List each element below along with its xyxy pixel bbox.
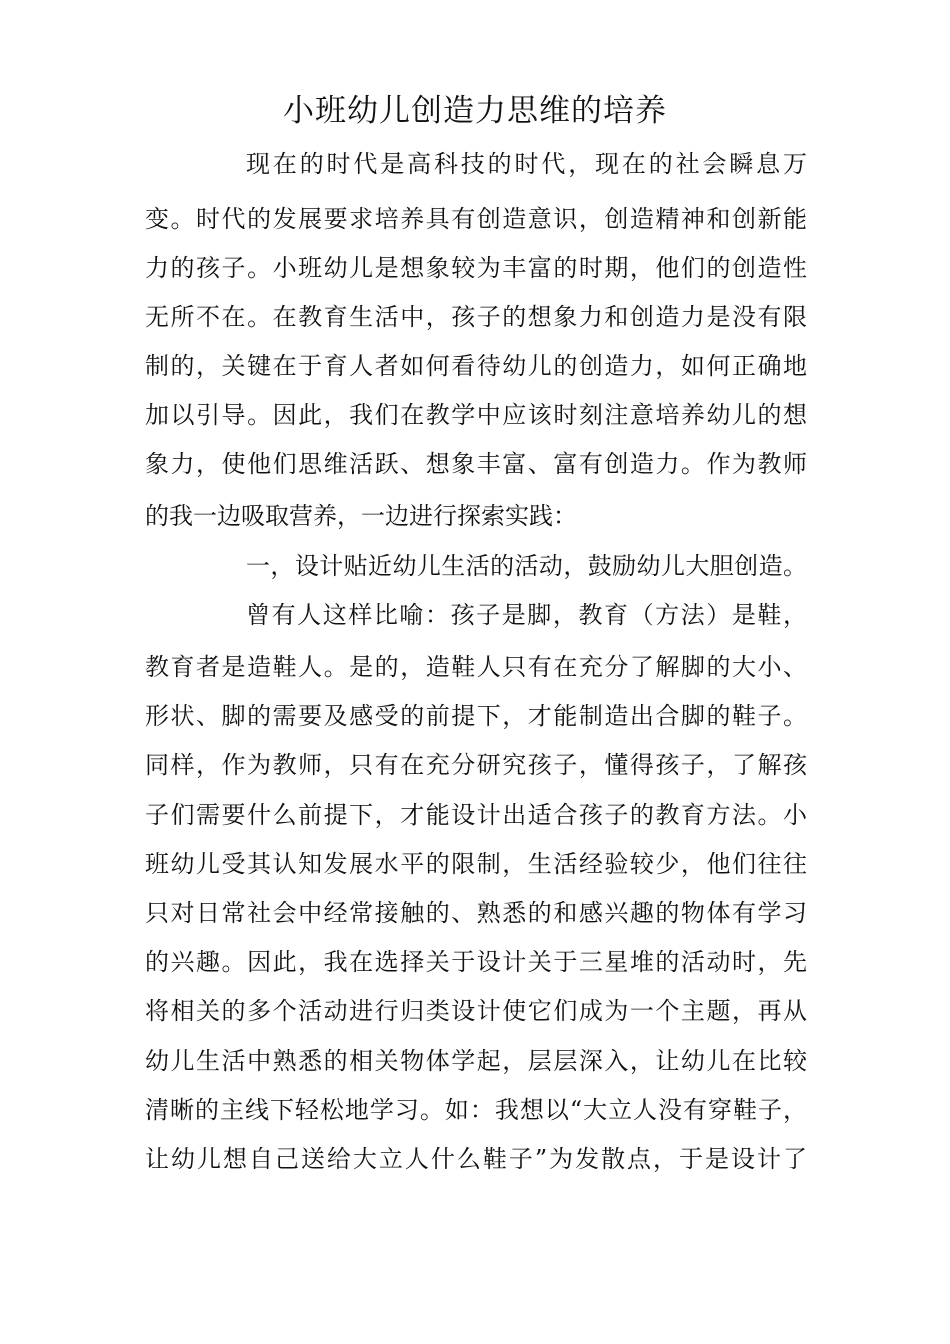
text-line: 无所不在。在教育生活中，孩子的想象力和创造力是没有限 bbox=[145, 303, 807, 331]
text-line: 教育者是造鞋人。是的，造鞋人只有在充分了解脚的大小、 bbox=[145, 653, 807, 681]
text-line: 班幼儿受其认知发展水平的限制，生活经验较少，他们往往 bbox=[145, 850, 807, 878]
text-line: 同样，作为教师，只有在充分研究孩子，懂得孩子，了解孩 bbox=[145, 751, 807, 779]
section-heading: 一，设计贴近幼儿生活的活动，鼓励幼儿大胆创造。 bbox=[246, 552, 807, 580]
text-line: 只对日常社会中经常接触的、熟悉的和感兴趣的物体有学习 bbox=[145, 899, 807, 927]
text-line: 现在的时代是高科技的时代，现在的社会瞬息万 bbox=[246, 150, 807, 178]
text-line: 形状、脚的需要及感受的前提下，才能制造出合脚的鞋子。 bbox=[145, 702, 807, 730]
text-line: 力的孩子。小班幼儿是想象较为丰富的时期，他们的创造性 bbox=[145, 254, 807, 282]
text-line: 变。时代的发展要求培养具有创造意识，创造精神和创新能 bbox=[145, 205, 807, 233]
text-line: 子们需要什么前提下，才能设计出适合孩子的教育方法。小 bbox=[145, 801, 807, 829]
text-line: 将相关的多个活动进行归类设计使它们成为一个主题，再从 bbox=[145, 997, 807, 1025]
text-line: 清晰的主线下轻松地学习。如：我想以“大立人没有穿鞋子， bbox=[145, 1096, 807, 1124]
text-line: 让幼儿想自己送给大立人什么鞋子”为发散点，于是设计了 bbox=[145, 1145, 807, 1173]
text-line: 象力，使他们思维活跃、想象丰富、富有创造力。作为教师 bbox=[145, 450, 807, 478]
document-title: 小班幼儿创造力思维的培养 bbox=[283, 93, 667, 129]
text-line: 制的，关键在于育人者如何看待幼儿的创造力，如何正确地 bbox=[145, 352, 807, 380]
text-line: 的兴趣。因此，我在选择关于设计关于三星堆的活动时，先 bbox=[145, 948, 807, 976]
text-line: 幼儿生活中熟悉的相关物体学起，层层深入，让幼儿在比较 bbox=[145, 1047, 807, 1075]
text-line: 加以引导。因此，我们在教学中应该时刻注意培养幼儿的想 bbox=[145, 401, 807, 429]
text-line: 的我一边吸取营养，一边进行探索实践： bbox=[145, 502, 577, 530]
text-line: 曾有人这样比喻：孩子是脚，教育（方法）是鞋， bbox=[246, 601, 807, 629]
